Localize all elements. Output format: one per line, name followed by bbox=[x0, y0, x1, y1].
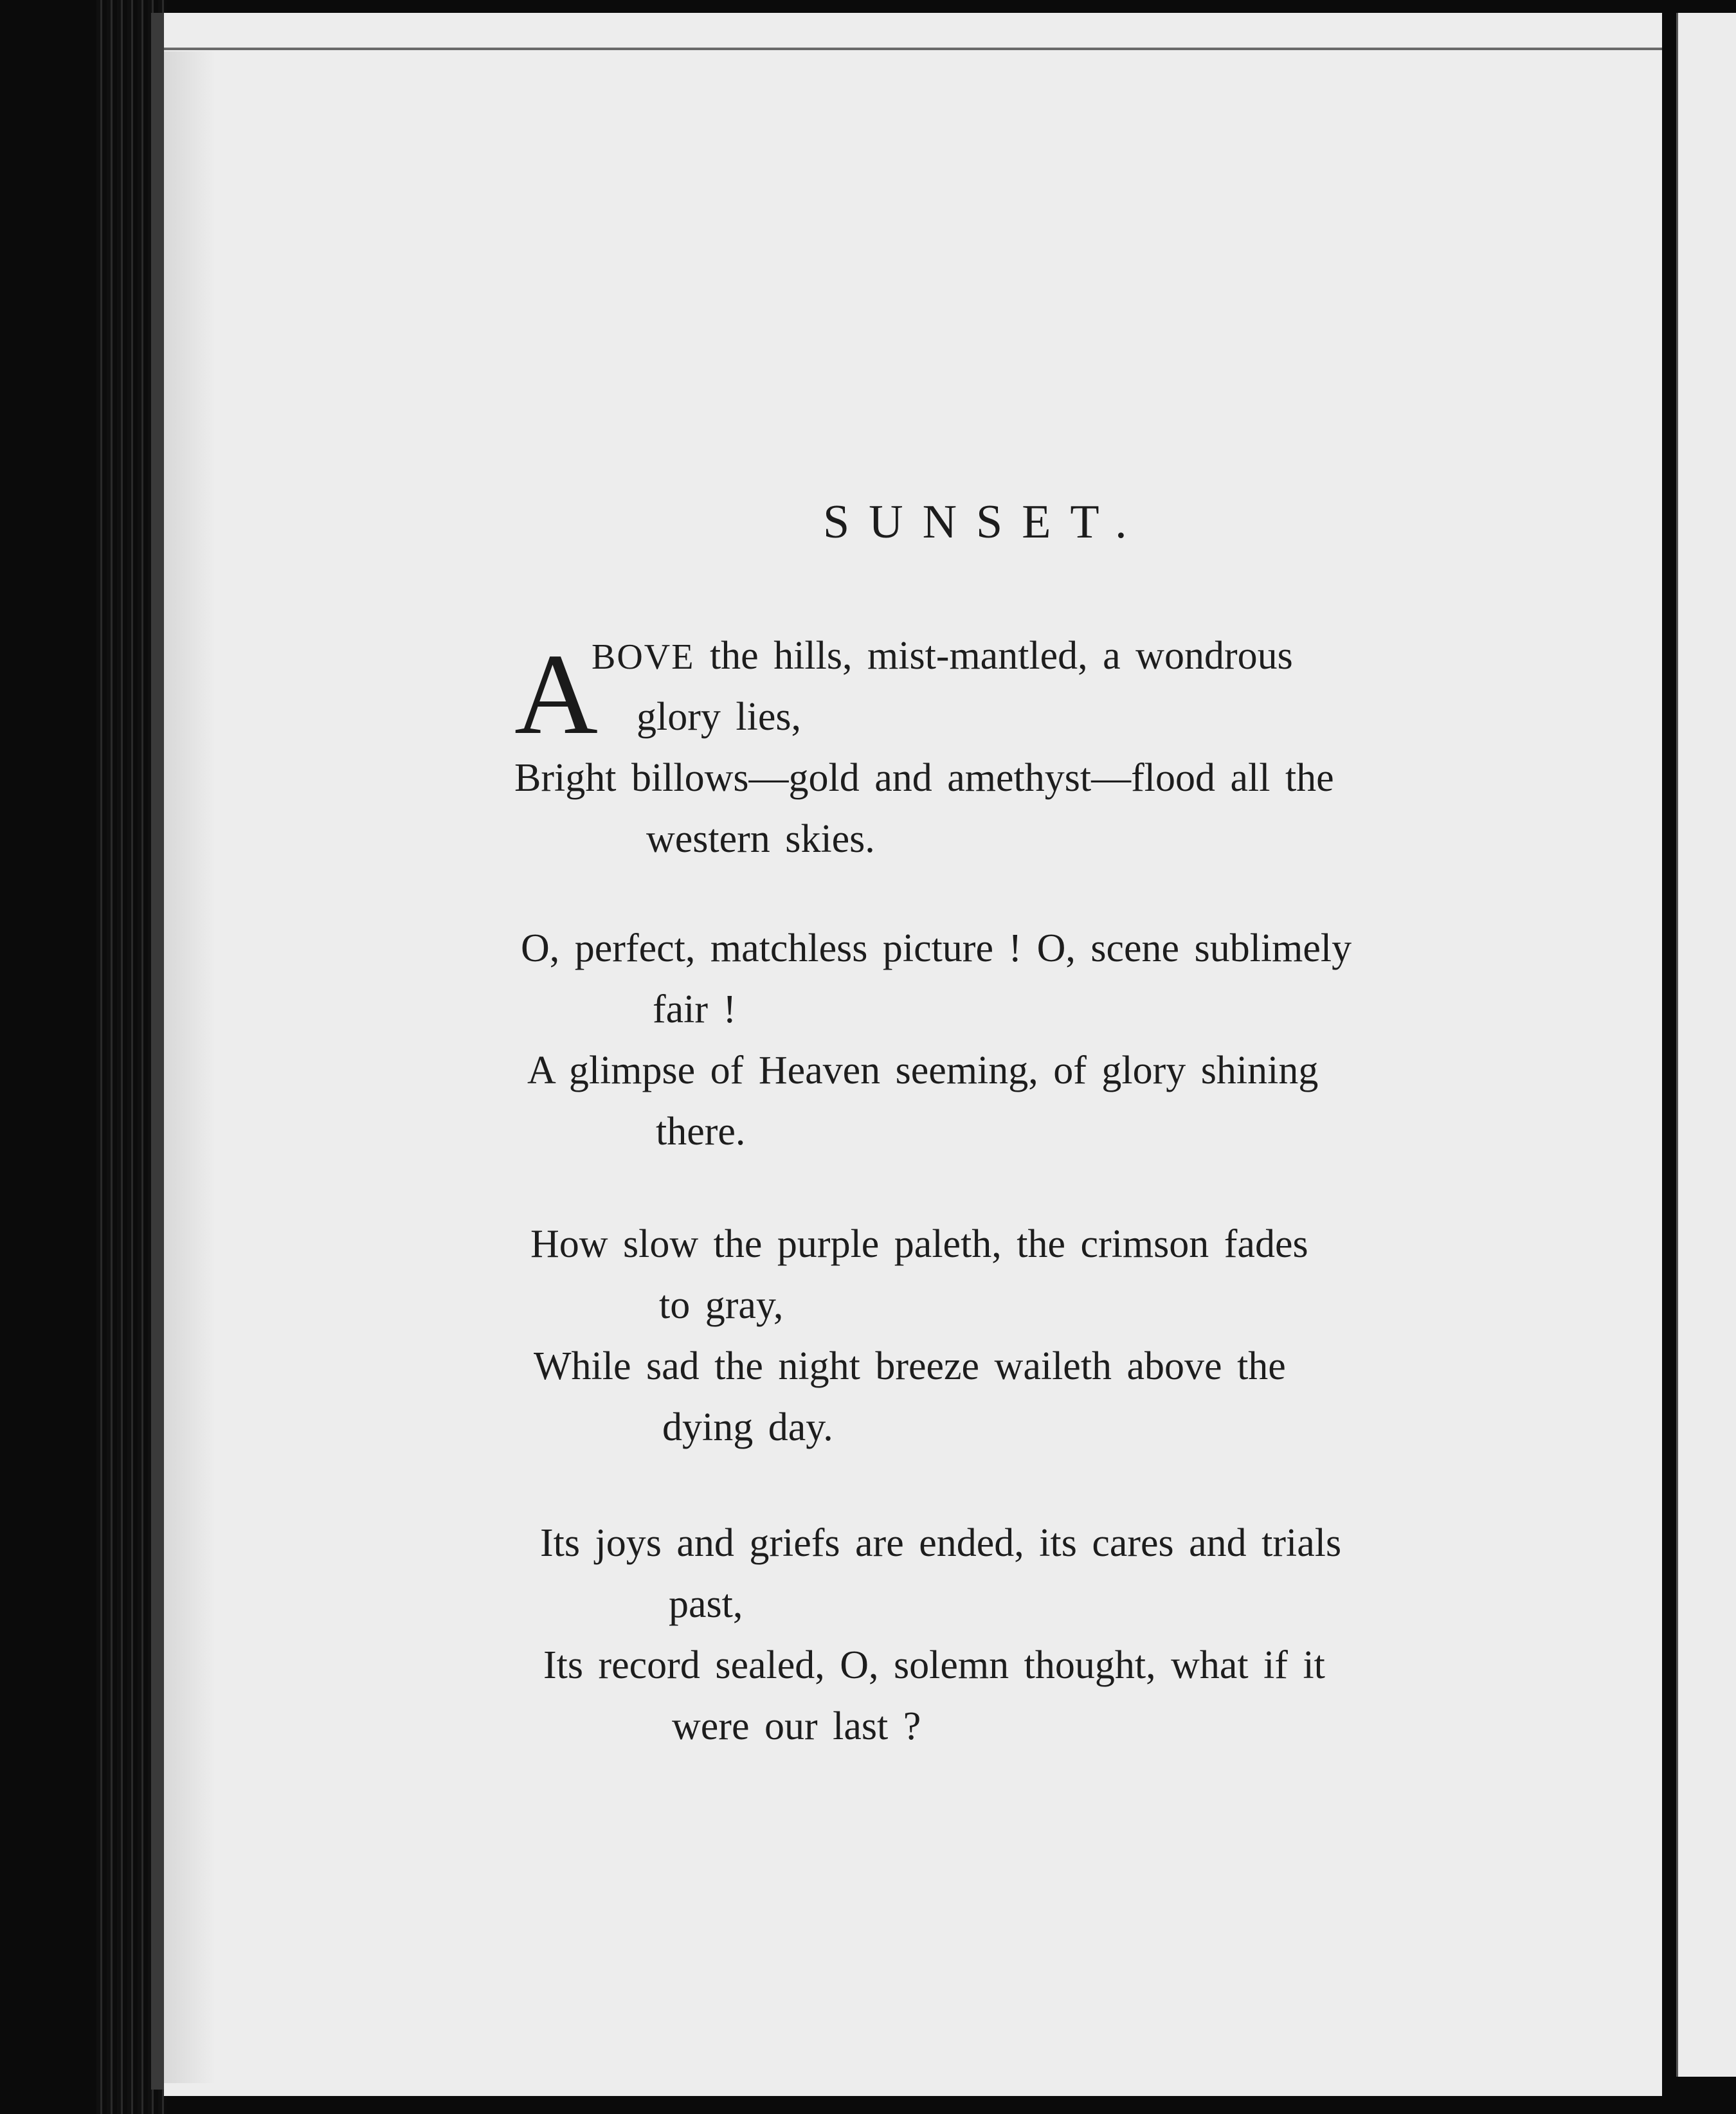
poem-line: Its joys and griefs are ended, its cares and trials bbox=[540, 1521, 1342, 1565]
poem-line: How slow the purple paleth, the crimson fades bbox=[530, 1222, 1308, 1266]
scan-border bbox=[1662, 0, 1676, 2114]
poem-line: Its record sealed, O, solemn thought, what if it bbox=[543, 1643, 1325, 1687]
poem-line-text: the hills, mist-mantled, a wondrous bbox=[709, 634, 1293, 678]
poem-line: glory lies, bbox=[637, 695, 801, 739]
poem-line: O, perfect, matchless picture ! O, scene sublimely bbox=[521, 926, 1352, 970]
poem-line: A glimpse of Heaven seeming, of glory shining bbox=[527, 1049, 1319, 1092]
first-word-small-caps: BOVE bbox=[592, 637, 695, 677]
poem-line: fair ! bbox=[653, 988, 737, 1031]
poem-line: were our last ? bbox=[672, 1704, 921, 1748]
page-top-edge bbox=[164, 48, 1662, 50]
adjacent-page bbox=[1676, 13, 1736, 2077]
poem-title: SUNSET. bbox=[823, 496, 1146, 548]
poem-line: dying day. bbox=[662, 1405, 833, 1449]
poem-line: western skies. bbox=[646, 817, 875, 861]
page-fold-shadow bbox=[164, 51, 215, 2083]
poem-line: to gray, bbox=[659, 1283, 784, 1327]
poem-line: Bright billows—gold and amethyst—flood all the bbox=[514, 756, 1334, 800]
poem-line bbox=[592, 633, 1293, 679]
poem-line: there. bbox=[656, 1110, 746, 1153]
adjacent-page-edge bbox=[1676, 13, 1678, 2077]
poem-line: While sad the night breeze waileth above the bbox=[534, 1344, 1286, 1388]
poem-line: past, bbox=[669, 1582, 743, 1626]
drop-cap-initial: A bbox=[514, 630, 598, 758]
